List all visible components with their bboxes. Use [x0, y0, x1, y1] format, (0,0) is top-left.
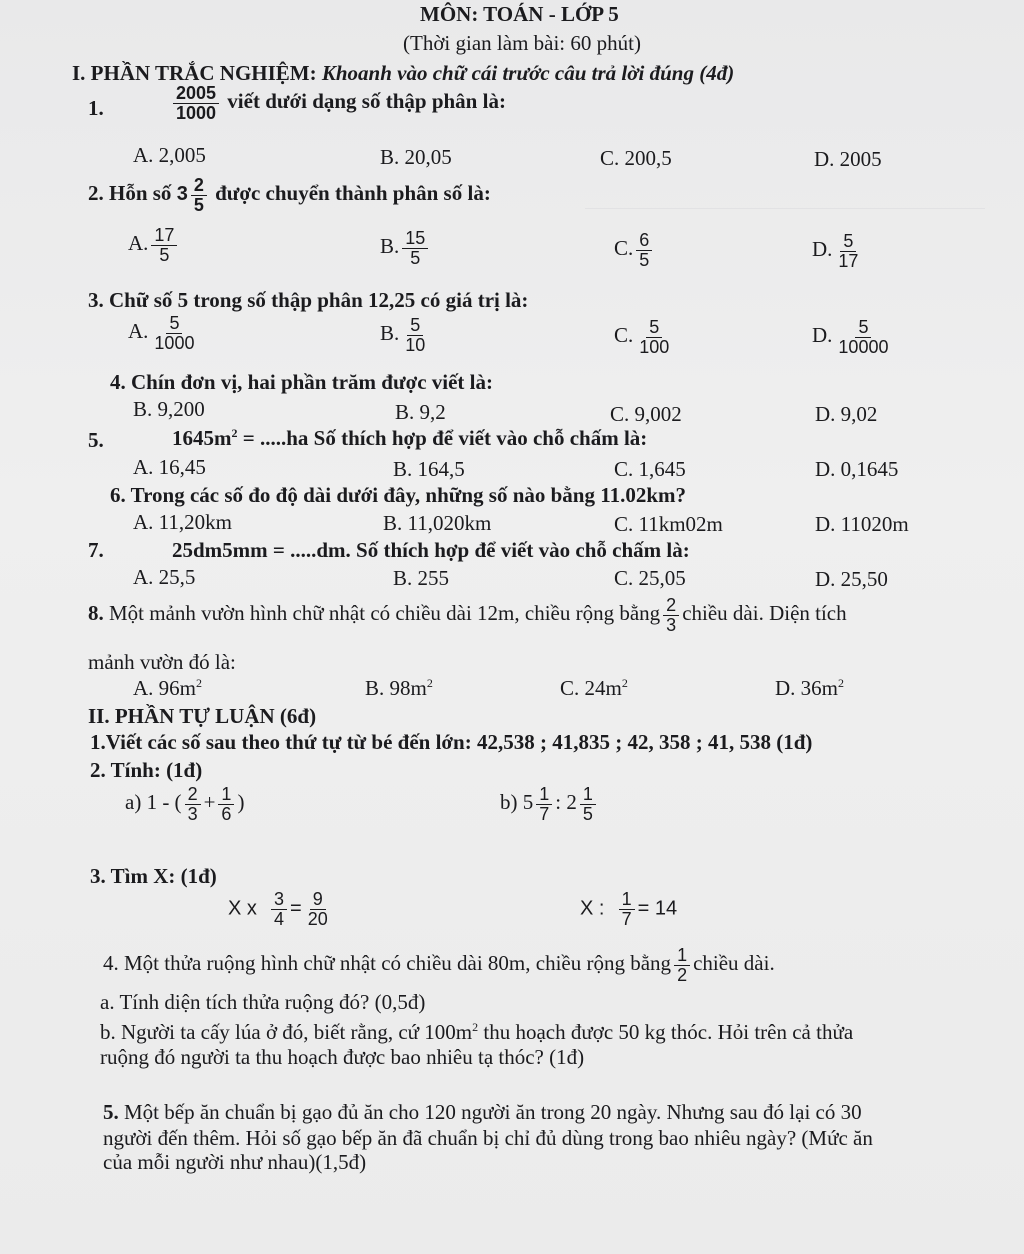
q5-option-c[interactable]: C. 1,645: [614, 457, 686, 481]
q1-option-a[interactable]: A. 2,005: [133, 143, 206, 167]
essay-4b-line2: ruộng đó người ta thu hoạch được bao nhiêu tạ thóc? (1đ): [100, 1045, 585, 1069]
q3-option-d[interactable]: D. $\frac{5}{10000}$: [812, 317, 889, 357]
q3-option-b[interactable]: B. $\frac{5}{10}$: [380, 315, 426, 355]
essay-3-left: X x $\frac{3}{4}$ = $\frac{9}{20}$: [228, 889, 328, 929]
q2-option-d[interactable]: D. $\frac{5}{17}$: [812, 231, 859, 271]
q8-option-d[interactable]: D. $36m^2$: [775, 676, 844, 700]
q7-question: 25dm5mm = .....dm. Số thích hợp để viết vào chỗ chấm là:: [172, 538, 690, 562]
essay-3-title: 3. Tìm X: (1đ): [90, 864, 217, 888]
q2-mixed-fraction: $\frac{2}{5}$: [191, 176, 207, 215]
essay-4b-line1: b. Người ta cấy lúa ở đó, biết rằng, cứ $100m^2$ thu hoạch được 50 kg thóc. Hỏi trên cả thửa: [100, 1020, 854, 1044]
q2-option-b[interactable]: B. $\frac{15}{5}$: [380, 229, 431, 268]
q8-option-c[interactable]: C. $24m^2$: [560, 676, 628, 700]
essay-4: 4. Một thửa ruộng hình chữ nhật có chiều dài 80m, chiều rộng bằng $\frac{1}{2}$ chiều dài.: [103, 945, 775, 985]
q2-option-a[interactable]: A. $\frac{17}{5}$: [128, 226, 180, 265]
essay-2-title: 2. Tính: (1đ): [90, 758, 203, 782]
q8-question-line2: mảnh vườn đó là:: [88, 650, 236, 674]
essay-3-right: X : $\frac{1}{7}$ = 14: [580, 889, 678, 929]
q5-option-a[interactable]: A. 16,45: [133, 455, 206, 479]
q2-option-c[interactable]: C. $\frac{6}{5}$: [614, 231, 655, 270]
essay-5-line3: của mỗi người như nhau)(1,5đ): [103, 1150, 367, 1174]
q6-option-c[interactable]: C. 11km02m: [614, 512, 723, 536]
q3-option-c[interactable]: C. $\frac{5}{100}$: [614, 317, 670, 357]
q7-option-b[interactable]: B. 255: [393, 566, 450, 590]
essay-2b: b) 5 $\frac{1}{7}$ : 2 $\frac{1}{5}$: [500, 785, 599, 824]
essay-5-line2: người đến thêm. Hỏi số gạo bếp ăn đã chuẩn bị chỉ đủ dùng trong bao nhiêu ngày? (Mức ăn: [103, 1126, 873, 1150]
q1-number: 1.: [88, 96, 104, 120]
q1-option-c[interactable]: C. 200,5: [600, 146, 672, 170]
q7-option-d[interactable]: D. 25,50: [815, 567, 888, 591]
q3-option-a[interactable]: A. $\frac{5}{1000}$: [128, 313, 195, 353]
q7-option-a[interactable]: A. 25,5: [133, 565, 196, 589]
q4-option-b[interactable]: B. 9,2: [395, 400, 446, 424]
part1-heading: I. PHẦN TRẮC NGHIỆM: Khoanh vào chữ cái trước câu trả lời đúng (4đ): [72, 61, 735, 85]
q5-option-b[interactable]: B. 164,5: [393, 457, 465, 481]
q8-option-a[interactable]: A. $96m^2$: [133, 676, 202, 700]
essay-2a: a) 1 - ( $\frac{2}{3}$ + $\frac{1}{6}$ ): [125, 784, 245, 824]
q3-question: 3. Chữ số 5 trong số thập phân 12,25 có giá trị là:: [88, 288, 529, 312]
q5-option-d[interactable]: D. 0,1645: [815, 457, 899, 481]
essay-5-line1: 5. Một bếp ăn chuẩn bị gạo đủ ăn cho 120 người ăn trong 20 ngày. Nhưng sau đó lại có 30: [103, 1100, 862, 1124]
essay-1: 1.Viết các số sau theo thứ tự từ bé đến lớn: 42,538 ; 41,835 ; 42, 358 ; 41, 538 (1đ): [90, 730, 813, 754]
q6-question: 6. Trong các số đo độ dài dưới đây, những số nào bằng 11.02km?: [110, 483, 687, 507]
q8-question: 8. Một mảnh vườn hình chữ nhật có chiều dài 12m, chiều rộng bằng $\frac{2}{3}$ chiều dài. Diện tích: [88, 595, 847, 635]
q1-fraction: $\frac{2005}{1000}$: [173, 84, 219, 123]
q1-option-d[interactable]: D. 2005: [814, 147, 882, 171]
time-limit: (Thời gian làm bài: 60 phút): [403, 31, 641, 55]
q2-question: 2. Hỗn số 3 $\frac{2}{5}$ được chuyển thành phân số là:: [88, 175, 491, 215]
q1-option-b[interactable]: B. 20,05: [380, 145, 452, 169]
q4-option-c[interactable]: C. 9,002: [610, 402, 682, 426]
q4-option-d[interactable]: D. 9,02: [815, 402, 878, 426]
q7-option-c[interactable]: C. 25,05: [614, 566, 686, 590]
q6-option-a[interactable]: A. 11,20km: [133, 510, 232, 534]
q4-question: 4. Chín đơn vị, hai phần trăm được viết là:: [110, 370, 493, 394]
q5-question: $1645m^2 = .....ha$ Số thích hợp để viết vào chỗ chấm là:: [172, 426, 648, 450]
q6-option-b[interactable]: B. 11,020km: [383, 511, 492, 535]
q4-option-a[interactable]: B. 9,200: [133, 397, 205, 421]
q8-option-b[interactable]: B. $98m^2$: [365, 676, 433, 700]
part2-heading: II. PHẦN TỰ LUẬN (6đ): [88, 704, 317, 728]
subject-title: MÔN: TOÁN - LỚP 5: [420, 2, 619, 26]
q6-option-d[interactable]: D. 11020m: [815, 512, 909, 536]
q1-question: $\frac{2005}{1000}$ viết dưới dạng số thập phân là:: [170, 84, 506, 123]
q5-number: 5.: [88, 428, 104, 452]
q7-number: 7.: [88, 538, 104, 562]
essay-4a: a. Tính diện tích thửa ruộng đó? (0,5đ): [100, 990, 426, 1014]
